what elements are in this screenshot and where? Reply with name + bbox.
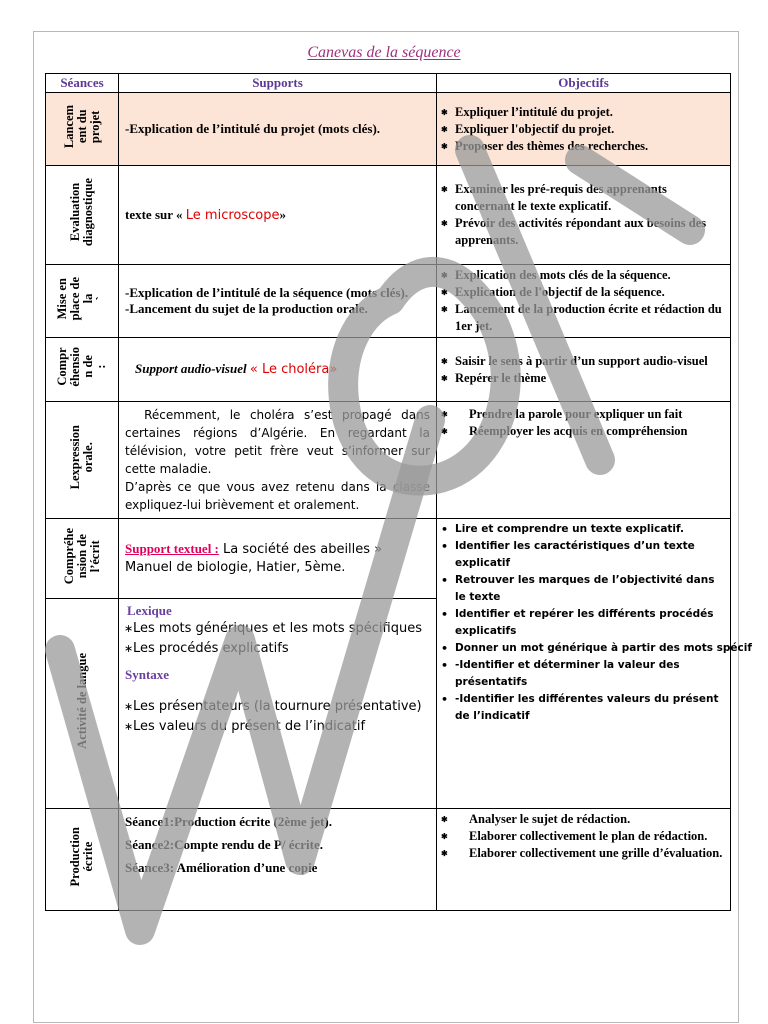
objectif-item: ✱ Examiner les pré-requis des apprenants concernant le texte explicatif. (441, 181, 726, 215)
lexique-label: Lexique (127, 603, 172, 618)
objectif-item: • Donner un mot générique à partir des mots spécif (441, 640, 726, 657)
objectif-item: • -Identifier et déterminer la valeur des présentatifs (441, 657, 726, 691)
objectif-item: ✱ Prévoir des activités répondant aux besoins des apprenants. (441, 215, 726, 249)
objectif-item: • Lire et comprendre un texte explicatif. (441, 521, 726, 538)
objectif-item: ✱ Expliquer l'objectif du projet. (441, 121, 726, 138)
support-title-red: « Le choléra» (249, 362, 338, 377)
table-row (46, 265, 731, 338)
support-text: D’après ce que vous avez retenu dans la classe expliquez-lui brièvement et oralement. (125, 480, 430, 512)
seance-label: Compréhe nsion de l’écrit (61, 527, 102, 585)
lexique-item: ∗ Les procédés explicatifs (125, 639, 430, 659)
lexique-item: ∗ Les mots génériques et les mots spécifiques (125, 619, 430, 639)
objectif-item: ✱ Explication de l'objectif de la séquence. (441, 284, 726, 301)
seance-label: Lancem ent du projet (61, 104, 102, 149)
support-title-red: Le microscope (185, 207, 280, 223)
objectif-item: ✱ Prendre la parole pour expliquer un fait (441, 406, 726, 423)
table-row (46, 166, 731, 265)
objectif-item: • Retrouver les marques de l’objectivité dans le texte (441, 572, 726, 606)
objectif-item: ✱ Elaborer collectivement une grille d’évaluation. (441, 845, 726, 862)
support-prefix: texte sur « (125, 206, 186, 222)
objectif-item: ✱ Expliquer l’intitulé du projet. (441, 104, 726, 121)
table-row (46, 93, 731, 166)
table-row (46, 402, 731, 519)
support-text: -Explication de l’intitulé de la séquence (mots clés). (125, 285, 409, 300)
objectif-item: ✱ Explication des mots clés de la séquence. (441, 267, 726, 284)
objectif-item: ✱ Réemployer les acquis en compréhension (441, 423, 726, 440)
objectif-item: ✱ Saisir le sens à partir d’un support audio-visuel (441, 353, 726, 370)
support-text: Séance1:Production écrite (2ème jet). (125, 814, 332, 829)
syntaxe-label: Syntaxe (125, 667, 170, 682)
support-text: Séance3: Amélioration d’une copie (125, 860, 318, 875)
syntaxe-item: ∗ Les valeurs du présent de l’indicatif (125, 717, 430, 737)
support-suffix: » (279, 206, 286, 222)
table-row (46, 519, 731, 599)
seance-label: Lexpression orale. (68, 425, 95, 490)
seance-label: Production écrite (68, 827, 95, 887)
support-text: Séance2:Compte rendu de P/ écrite. (125, 837, 323, 852)
objectif-item: ✱ Elaborer collectivement le plan de rédaction. (441, 828, 726, 845)
objectif-item: • Identifier les caractéristiques d’un texte explicatif (441, 538, 726, 572)
support-prefix: Support audio-visuel (135, 361, 250, 376)
support-text: Récemment, le choléra s’est propagé dans certaines régions d’Algérie. En regardant la télévision, votre petit frère veut s’informer sur cette maladie. (125, 408, 434, 476)
objectif-item: ✱ Lancement de la production écrite et rédaction du 1er jet. (441, 301, 726, 335)
table-row (46, 809, 731, 911)
seance-label: Activité de langue (74, 653, 89, 749)
objectif-item: ✱ Analyser le sujet de rédaction. (441, 811, 726, 828)
objectif-item: • -Identifier les différentes valeurs du présent de l’indicatif (441, 691, 726, 725)
header-objectifs: Objectifs (437, 74, 731, 93)
seance-label: Evaluation diagnostique (68, 178, 95, 247)
page-title: Canevas de la séquence (307, 44, 461, 61)
header-seances: Séances (46, 74, 119, 93)
table-row (46, 338, 731, 402)
sequence-table (45, 73, 752, 911)
seance-label: Compr éhensio n de : (55, 347, 108, 387)
support-label: Support textuel : (125, 540, 219, 556)
support-text: La société des abeilles » Manuel de biologie, Hatier, 5ème. (125, 541, 383, 575)
support-text: -Explication de l’intitulé du projet (mots clés). (125, 121, 381, 136)
seance-label: Mise en place de la ` (55, 276, 108, 321)
support-text: -Lancement du sujet de la production orale. (125, 301, 368, 316)
syntaxe-item: ∗ Les présentateurs (la tournure présentative) (125, 697, 430, 717)
objectif-item: ✱ Repérer le thème (441, 370, 726, 387)
table-header-row (46, 74, 731, 93)
objectif-item: ✱ Proposer des thèmes des recherches. (441, 138, 726, 155)
objectif-item: • Identifier et repérer les différents procédés explicatifs (441, 606, 726, 640)
header-supports: Supports (119, 74, 437, 93)
